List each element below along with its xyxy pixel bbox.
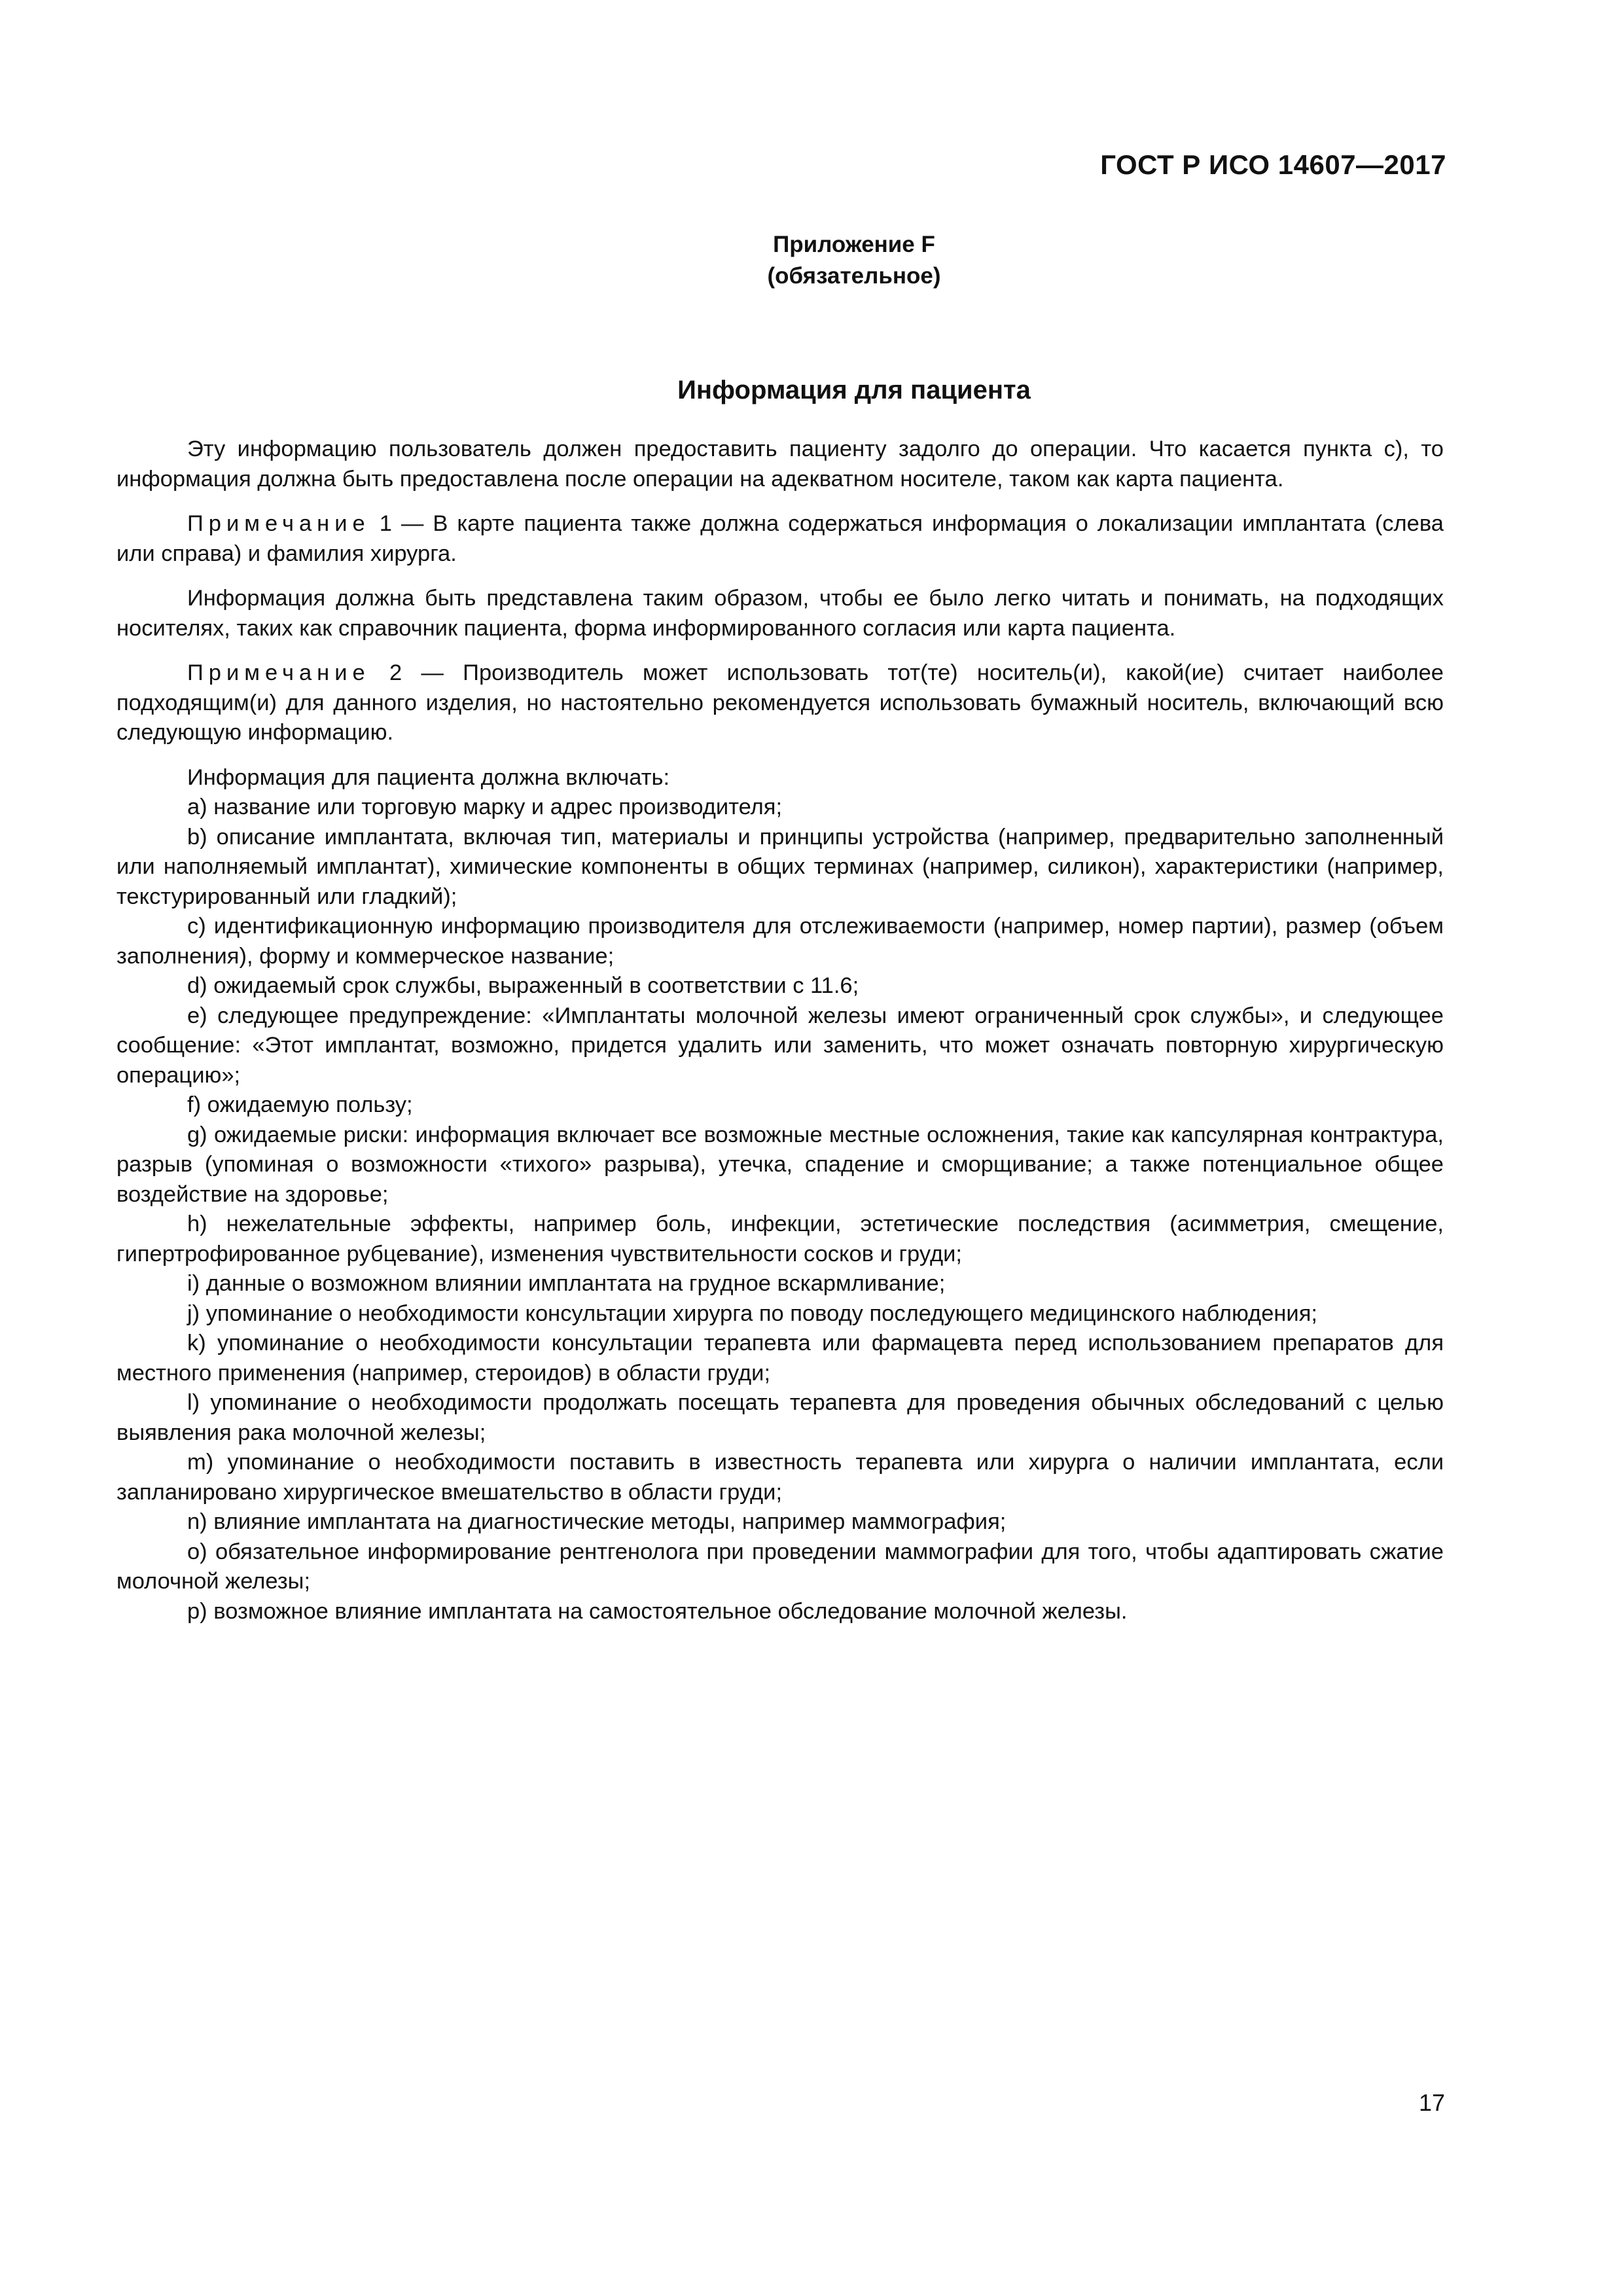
list-item-p: p) возможное влияние имплантата на самостоятельное обследование молочной железы.: [187, 1598, 1128, 1624]
list-item-f: f) ожидаемую пользу;: [187, 1092, 413, 1117]
list-item-k: k) упоминание о необходимости консультации терапевта или фармацевта перед использованием препаратов для местного применения (например, стероидов) в области груди;: [116, 1331, 1444, 1386]
page-number: 17: [1418, 2089, 1445, 2116]
annex-status: (обязательное): [767, 263, 941, 289]
note-2-text: 2 — Производитель может использовать тот(те) носитель(и), какой(ие) считает наиболее подходящим(и) для данного изделия, но настоятельно рекомендуется использовать бумажный носитель, включающий всю следующую информацию.: [116, 660, 1444, 745]
list-intro: Информация для пациента должна включать:: [187, 764, 670, 790]
list-item-g: g) ожидаемые риски: информация включает все возможные местные осложнения, такие как капсулярная контрактура, разрыв (упоминая о возможности «тихого» разрыва), утечка, спадение и сморщивание; а также потенциальное общее воздействие на здоровье;: [116, 1122, 1444, 1207]
section-title: Информация для пациента: [677, 376, 1031, 404]
list-item-d: d) ожидаемый срок службы, выраженный в соответствии с 11.6;: [187, 973, 859, 998]
list-item-l: l) упоминание о необходимости продолжать посещать терапевта для проведения обычных обследований с целью выявления рака молочной железы;: [116, 1390, 1444, 1445]
annex-title: Приложение F: [773, 232, 935, 257]
list-item-h: h) нежелательные эффекты, например боль, инфекции, эстетические последствия (асимметрия, смещение, гипертрофированное рубцевание), изменения чувствительности сосков и груди;: [116, 1211, 1444, 1266]
note-1: [116, 509, 1444, 569]
list-item-j: j) упоминание о необходимости консультации хирурга по поводу последующего медицинского наблюдения;: [187, 1300, 1317, 1326]
document-body: [116, 435, 1444, 1626]
list-item-o: o) обязательное информирование рентгенолога при проведении маммографии для того, чтобы адаптировать сжатие молочной железы;: [116, 1539, 1444, 1594]
list-item-n: n) влияние имплантата на диагностические методы, например маммография;: [187, 1509, 1007, 1534]
list-item-e: e) следующее предупреждение: «Имплантаты молочной железы имеют ограниченный срок службы», и следующее сообщение: «Этот имплантат, возможно, придется удалить или заменить, что может означать повторную хирургическую операцию»;: [116, 1003, 1444, 1088]
annex-heading: [0, 229, 1623, 292]
note-2: [116, 658, 1444, 748]
list-item-c: c) идентификационную информацию производителя для отслеживаемости (например, номер партии), размер (объем заполнения), форму и коммерческое название;: [116, 914, 1444, 969]
list-item-a: a) название или торговую марку и адрес производителя;: [187, 795, 783, 819]
list-item-m: m) упоминание о необходимости поставить в известность терапевта или хирурга о наличии имплантата, если запланировано хирургическое вмешательство в области груди;: [116, 1450, 1444, 1505]
intro-paragraph: Эту информацию пользователь должен предоставить пациенту задолго до операции. Что касается пункта с), то информация должна быть предоставлена после операции на адекватном носителе, таком как карта пациента.: [116, 437, 1444, 492]
note-1-text: 1 — В карте пациента также должна содержаться информация о локализации имплантата (слева или справа) и фамилия хирурга.: [116, 511, 1444, 566]
standard-code: ГОСТ Р ИСО 14607—2017: [1100, 149, 1446, 180]
list-item-b: b) описание имплантата, включая тип, материалы и принципы устройства (например, предварительно заполненный или наполняемый имплантат), химические компоненты в общих терминах (например, силикон), характеристики (например, текстурированный или гладкий);: [116, 824, 1444, 909]
note-2-label: Примечание: [187, 660, 370, 685]
note-1-label: Примечание: [187, 511, 370, 536]
list-item-i: i) данные о возможном влиянии имплантата на грудное вскармливание;: [187, 1271, 946, 1296]
presentation-paragraph: Информация должна быть представлена таким образом, чтобы ее было легко читать и понимать, на подходящих носителях, таких как справочник пациента, форма информированного согласия или карта пациента.: [116, 586, 1444, 641]
